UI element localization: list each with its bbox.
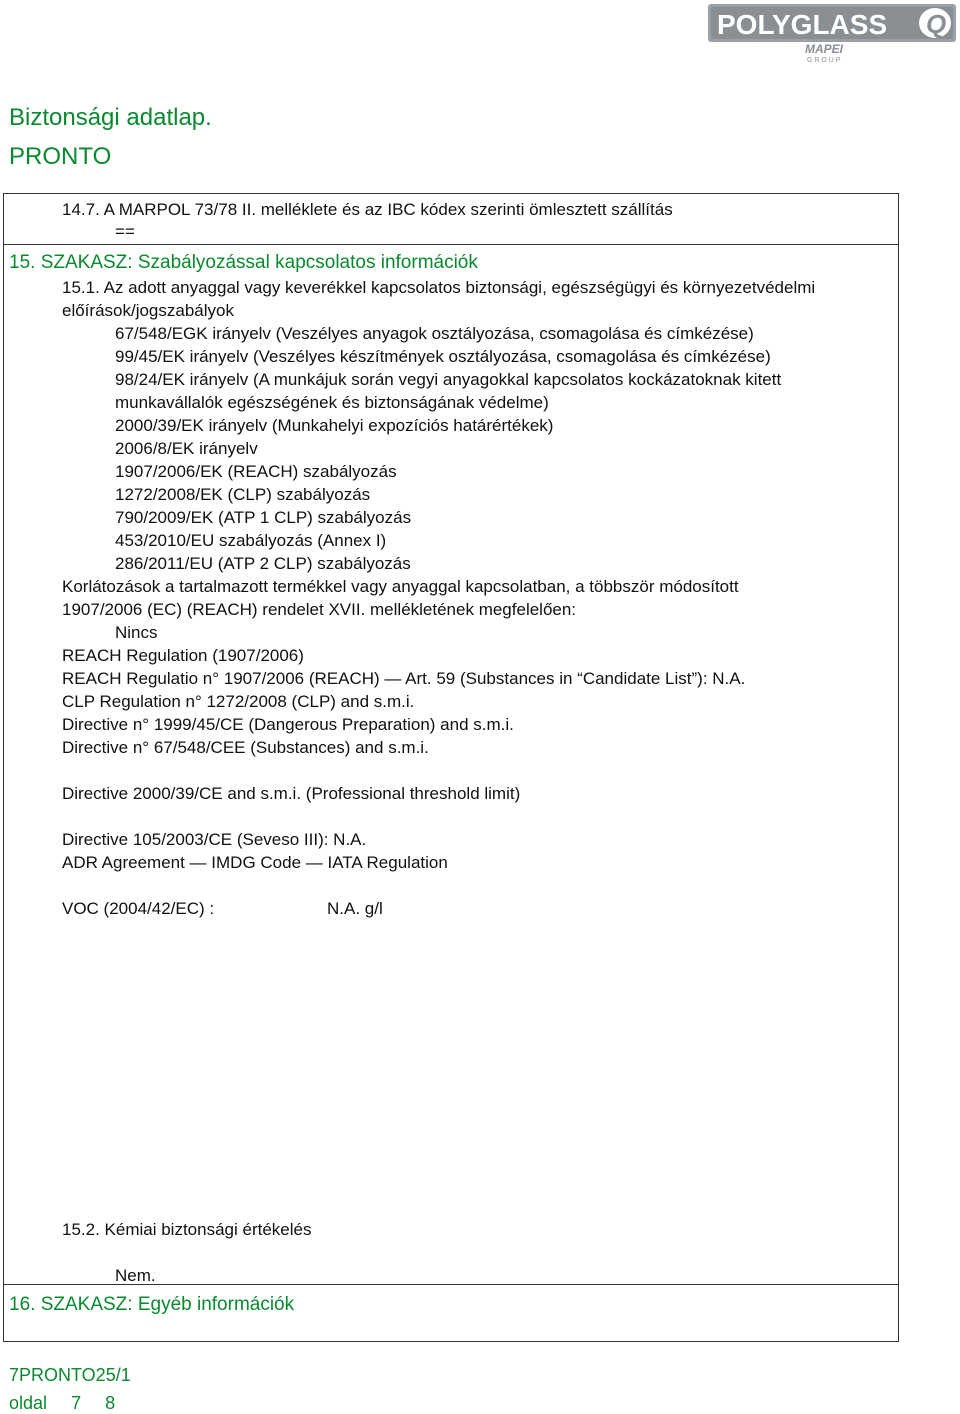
regulation-item: 790/2009/EK (ATP 1 CLP) szabályozás — [115, 508, 412, 527]
regulation-item: 2006/8/EK irányelv — [115, 439, 258, 458]
document-code: 7PRONTO25/1 — [9, 1365, 131, 1385]
reach-regulation: REACH Regulation (1907/2006) — [62, 646, 304, 665]
regulation-item: 99/45/EK irányelv (Veszélyes készítmények osztályozása, csomagolása és címkézése) — [115, 347, 771, 366]
regulation-item: 2000/39/EK irányelv (Munkahelyi expozíciós határértékek) — [115, 416, 554, 435]
voc-label: VOC (2004/42/EC) : — [62, 899, 215, 918]
subsection-15-1-cont: előírások/jogszabályok — [62, 301, 234, 320]
document-title: Biztonsági adatlap. — [9, 104, 212, 131]
adr-agreement: ADR Agreement — IMDG Code — IATA Regulation — [62, 853, 448, 872]
directive-105-2003: Directive 105/2003/CE (Seveso III): N.A. — [62, 830, 367, 849]
polyglass-mapei-logo — [707, 3, 957, 63]
logo-brand-text: POLYGLASS — [717, 9, 888, 40]
restrictions-text: Korlátozások a tartalmazott termékkel vagy anyaggal kapcsolatban, a többször módosított — [62, 577, 739, 596]
regulation-item: 286/2011/EU (ATP 2 CLP) szabályozás — [115, 554, 411, 573]
subsection-15-2: 15.2. Kémiai biztonsági értékelés — [62, 1220, 312, 1239]
restrictions-text-cont: 1907/2006 (EC) (REACH) rendelet XVII. mellékletének megfelelően: — [62, 600, 577, 619]
regulation-item: munkavállalók egészségének és biztonságának védelme) — [115, 393, 549, 412]
regulation-item: 1907/2006/EK (REACH) szabályozás — [115, 462, 397, 481]
clp-regulation: CLP Regulation n° 1272/2008 (CLP) and s.m.i. — [62, 692, 415, 711]
subsection-15-1: 15.1. Az adott anyaggal vagy keverékkel kapcsolatos biztonsági, egészségügyi és környezetvédelmi — [62, 278, 816, 297]
equals-marker: == — [115, 222, 135, 241]
svg-text:Q: Q — [926, 9, 947, 39]
logo-group-text: G R O U P — [807, 57, 841, 63]
section-15-heading: 15. SZAKASZ: Szabályozással kapcsolatos információk — [9, 252, 478, 273]
regulation-item: 98/24/EK irányelv (A munkájuk során vegyi anyagokkal kapcsolatos kockázatoknak kitett — [115, 370, 782, 389]
voc-value: N.A. g/l — [327, 899, 383, 918]
restrictions-value: Nincs — [115, 623, 158, 642]
logo-mapei-text: MAPEI — [805, 42, 844, 56]
directive-67-548: Directive n° 67/548/CEE (Substances) and s.m.i. — [62, 738, 429, 757]
subsection-14-7: 14.7. A MARPOL 73/78 II. melléklete és az IBC kódex szerinti ömlesztett szállítás — [62, 200, 673, 219]
regulation-item: 1272/2008/EK (CLP) szabályozás — [115, 485, 371, 504]
page-total: 8 — [105, 1393, 116, 1413]
section-16-heading: 16. SZAKASZ: Egyéb információk — [9, 1294, 295, 1315]
page-number: 7 — [71, 1393, 82, 1413]
regulation-item: 453/2010/EU szabályozás (Annex I) — [115, 531, 387, 550]
section-divider — [3, 244, 899, 245]
reach-art-59: REACH Regulatio n° 1907/2006 (REACH) — Art. 59 (Substances in “Candidate List”): N.A. — [62, 669, 746, 688]
directive-2000-39: Directive 2000/39/CE and s.m.i. (Professional threshold limit) — [62, 784, 521, 803]
page-indicator — [9, 1392, 115, 1414]
page-label: oldal — [9, 1393, 48, 1413]
regulation-item: 67/548/EGK irányelv (Veszélyes anyagok osztályozása, csomagolása és címkézése) — [115, 324, 754, 343]
product-name: PRONTO — [9, 143, 112, 170]
directive-1999-45: Directive n° 1999/45/CE (Dangerous Preparation) and s.m.i. — [62, 715, 514, 734]
subsection-15-2-value: Nem. — [115, 1266, 156, 1285]
